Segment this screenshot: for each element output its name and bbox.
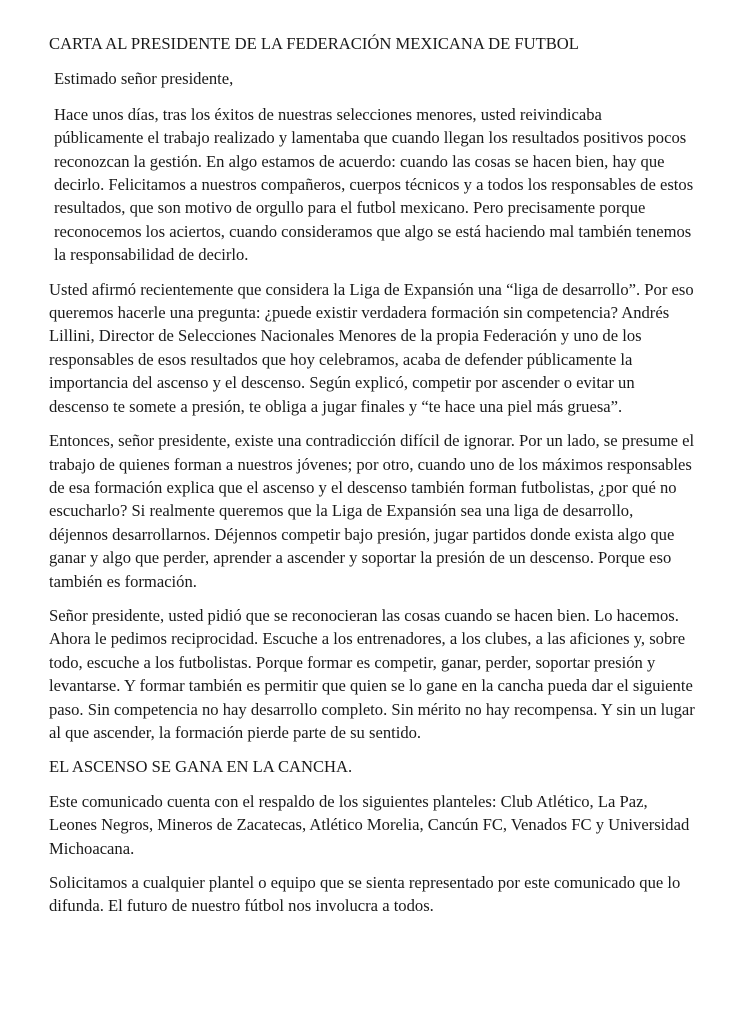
letter-title: CARTA AL PRESIDENTE DE LA FEDERACIÓN MEXICANA DE FUTBOL xyxy=(49,34,579,53)
paragraph-3: Entonces, señor presidente, existe una contradicción difícil de ignorar. Por un lado, se presume el trabajo de quienes forman a nuestros jóvenes; por otro, cuando uno de los máximos responsables de esa formación explica que el ascenso y el descenso también forman futbolistas, ¿por qué no escucharlo? Si realmente queremos que la Liga de Expansión sea una liga de desarrollo, déjennos desarrollarnos. Déjennos competir bajo presión, jugar partidos donde exista algo que ganar y algo que perder, aprender a ascender y soportar la presión de un descenso. Porque eso también es formación. xyxy=(49,431,695,591)
closing-paragraph: Solicitamos a cualquier plantel o equipo que se sienta representado por este comunicado que lo difunda. El futuro de nuestro fútbol nos involucra a todos. xyxy=(49,873,681,916)
letter-salutation: Estimado señor presidente, xyxy=(54,69,234,89)
paragraph-4: Señor presidente, usted pidió que se reconocieran las cosas cuando se hacen bien. Lo hacemos. Ahora le pedimos reciprocidad. Escuche a los entrenadores, a los clubes, a las aficiones y, sobre todo, escuche a los futbolistas. Porque formar es competir, ganar, perder, soportar presión y levantarse. Y formar también es permitir que quien se lo gane en la cancha pueda dar el siguiente paso. Sin competencia no hay desarrollo completo. Sin mérito no hay recompensa. Y sin un lugar al que ascender, la formación pierde parte de su sentido. xyxy=(49,605,695,742)
slogan: EL ASCENSO SE GANA EN LA CANCHA. xyxy=(49,757,353,777)
endorsement-paragraph: Este comunicado cuenta con el respaldo de los siguientes planteles: Club Atlético, La Paz, Leones Negros, Mineros de Zacatecas, Atlético Morelia, Cancún FC, Venados FC y Universidad Michoacana. xyxy=(49,791,690,858)
paragraph-2: Usted afirmó recientemente que considera la Liga de Expansión una “liga de desarrollo”. Por eso queremos hacerle una pregunta: ¿puede existir verdadera formación sin competencia? Andrés Lillini, Director de Selecciones Nacionales Menores de la propia Federación y uno de los responsables de esos resultados que hoy celebramos, acaba de defender públicamente la importancia del ascenso y el descenso. Según explicó, competir por ascender o evitar un descenso te somete a presión, te obliga a jugar finales y “te hace una piel más gruesa”. xyxy=(49,279,694,416)
paragraph-1: Hace unos días, tras los éxitos de nuestras selecciones menores, usted reivindicaba públicamente el trabajo realizado y lamentaba que cuando llegan los resultados positivos pocos reconozcan la gestión. En algo estamos de acuerdo: cuando las cosas se hacen bien, hay que decirlo. Felicitamos a nuestros compañeros, cuerpos técnicos y a todos los responsables de estos resultados, que son motivo de orgullo para el futbol mexicano. Pero precisamente porque reconocemos los aciertos, cuando consideramos que algo se está haciendo mal también tenemos la responsabilidad de decirlo. xyxy=(54,104,694,265)
